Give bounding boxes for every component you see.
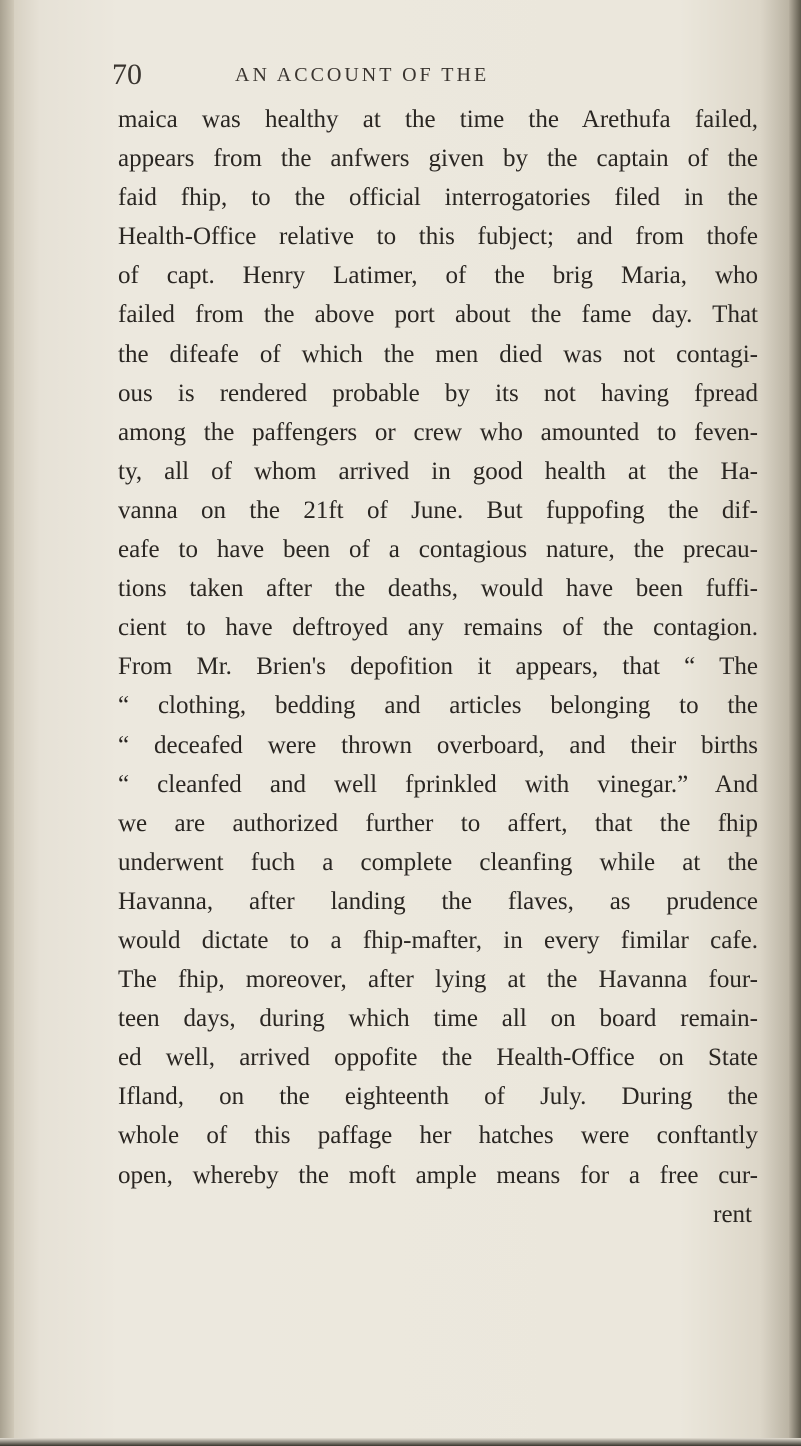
text-line: we are authorized further to affert, that the fhip xyxy=(118,809,758,837)
text-line: of capt. Henry Latimer, of the brig Maria, who xyxy=(118,262,758,290)
text-line: tions taken after the deaths, would have been fuffi- xyxy=(118,575,758,603)
text-line: The fhip, moreover, after lying at the Havanna four- xyxy=(118,966,758,994)
text-line: ous is rendered probable by its not having fpread xyxy=(118,379,758,407)
text-line: would dictate to a fhip-mafter, in every fimilar cafe. xyxy=(118,926,758,954)
text-line: appears from the anfwers given by the captain of the xyxy=(118,145,758,173)
body-text xyxy=(118,100,758,1234)
catchword: rent xyxy=(713,1200,752,1228)
text-line: open, whereby the moft ample means for a free cur- xyxy=(118,1161,758,1189)
text-line: vanna on the 21ft of June. But fuppofing the dif- xyxy=(118,496,758,524)
text-line: among the paffengers or crew who amounted to feven- xyxy=(118,418,758,446)
text-line: Havanna, after landing the flaves, as prudence xyxy=(118,887,758,915)
page-header xyxy=(112,58,712,98)
text-line: “ deceafed were thrown overboard, and their births xyxy=(118,731,758,759)
text-line: faid fhip, to the official interrogatories filed in the xyxy=(118,184,758,212)
text-line: Ifland, on the eighteenth of July. During the xyxy=(118,1083,758,1111)
page-gutter-left xyxy=(0,0,14,1446)
running-head: AN ACCOUNT OF THE xyxy=(235,64,490,86)
text-line: failed from the above port about the fame day. That xyxy=(118,301,758,329)
text-line: eafe to have been of a contagious nature, the precau- xyxy=(118,536,758,564)
text-line: maica was healthy at the time the Arethufa failed, xyxy=(118,106,758,133)
text-line: ty, all of whom arrived in good health at the Ha- xyxy=(118,457,758,485)
text-line: “ clothing, bedding and articles belonging to the xyxy=(118,692,758,720)
text-line: From Mr. Brien's depofition it appears, that “ The xyxy=(118,653,758,681)
text-line: teen days, during which time all on board remain- xyxy=(118,1005,758,1033)
text-line: whole of this paffage her hatches were conftantly xyxy=(118,1122,758,1150)
page-edge-right xyxy=(789,0,801,1446)
text-line: cient to have deftroyed any remains of the contagion. xyxy=(118,614,758,642)
text-line: Health-Office relative to this fubject; and from thofe xyxy=(118,223,758,251)
page-number: 70 xyxy=(112,58,142,91)
text-line: the difeafe of which the men died was not contagi- xyxy=(118,340,758,368)
text-line: ed well, arrived oppofite the Health-Office on State xyxy=(118,1044,758,1072)
text-line: underwent fuch a complete cleanfing while at the xyxy=(118,848,758,876)
text-line: “ cleanfed and well fprinkled with vinegar.” And xyxy=(118,770,758,798)
page-edge-bottom xyxy=(0,1438,801,1446)
